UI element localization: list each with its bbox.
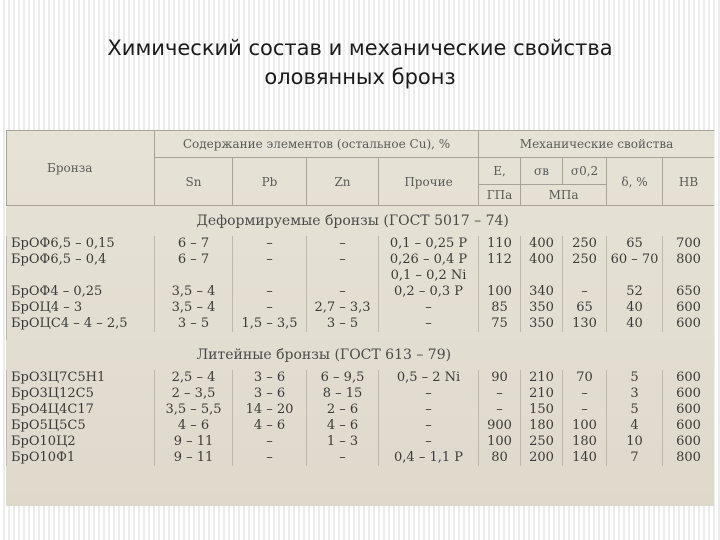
cell-sigma-02: 130 [563, 316, 607, 332]
cell-zn: 4 – 6 [307, 418, 379, 434]
cell-sigma-02: – [563, 402, 607, 418]
cell-pb: 3 – 6 [233, 386, 307, 402]
cell-delta: 5 [607, 402, 663, 418]
cell-sigma-b: 200 [521, 450, 563, 466]
cell-sigma-02: 250 [563, 236, 607, 252]
cell-pb: – [233, 252, 307, 268]
cell-grade: БрОЦС4 – 4 – 2,5 [7, 316, 155, 332]
cell-sn: 9 – 11 [155, 434, 233, 450]
cell-grade: БрОФ4 – 0,25 [7, 284, 155, 300]
cell-pb: 1,5 – 3,5 [233, 316, 307, 332]
bronze-properties-table [6, 130, 714, 466]
cell-sn: 6 – 7 [155, 236, 233, 252]
cell-sigma-02: 65 [563, 300, 607, 316]
cell-delta: 40 [607, 316, 663, 332]
cell-sigma-b: 400 [521, 252, 563, 268]
table-row [7, 252, 715, 268]
cell-delta: 4 [607, 418, 663, 434]
table-row [7, 418, 715, 434]
header-composition: Содержание элементов (остальное Cu), % [155, 131, 479, 158]
cell-sigma-b: 350 [521, 300, 563, 316]
cell-pb: – [233, 236, 307, 252]
cell-sigma-02: – [563, 284, 607, 300]
table-row [7, 284, 715, 300]
table-header [7, 131, 715, 206]
table-row [7, 370, 715, 386]
table-row [7, 236, 715, 252]
cell-hb: 600 [663, 370, 714, 386]
table-row [7, 450, 715, 466]
cell-hb: 600 [663, 418, 714, 434]
header-delta: δ, % [607, 158, 663, 206]
cell-delta: 40 [607, 300, 663, 316]
cell-hb: 600 [663, 300, 714, 316]
cell-e: 85 [479, 300, 521, 316]
cell-sn: 2 – 3,5 [155, 386, 233, 402]
cell-grade: БрОЦ4 – 3 [7, 300, 155, 316]
cell-grade: БрОФ6,5 – 0,15 [7, 236, 155, 252]
cell-sn: 6 – 7 [155, 252, 233, 268]
cell-other: – [379, 300, 479, 316]
cell-other: 0,1 – 0,2 Ni [379, 268, 479, 284]
cell-delta: 10 [607, 434, 663, 450]
page-title [60, 34, 660, 92]
cell-sigma-b [521, 268, 563, 284]
cell-sigma-02: 180 [563, 434, 607, 450]
cell-e: 110 [479, 236, 521, 252]
cell-zn: – [307, 252, 379, 268]
cell-grade [7, 268, 155, 284]
cell-delta: 3 [607, 386, 663, 402]
cell-hb: 700 [663, 236, 714, 252]
cell-e: – [479, 402, 521, 418]
cell-sigma-b: 210 [521, 370, 563, 386]
header-other: Прочие [379, 158, 479, 206]
cell-e: 100 [479, 284, 521, 300]
cell-e: – [479, 386, 521, 402]
table-row [7, 434, 715, 450]
table-row [7, 316, 715, 332]
cell-sn: 3,5 – 4 [155, 300, 233, 316]
cell-other: – [379, 434, 479, 450]
cell-zn: 3 – 5 [307, 316, 379, 332]
cell-pb: 14 – 20 [233, 402, 307, 418]
cell-grade: БрО4Ц4С17 [7, 402, 155, 418]
cell-sigma-02: 100 [563, 418, 607, 434]
cell-other: – [379, 402, 479, 418]
cell-pb: – [233, 284, 307, 300]
title-line-1: Химический состав и механические свойства [107, 36, 613, 60]
cell-delta: 7 [607, 450, 663, 466]
cell-other: 0,26 – 0,4 P [379, 252, 479, 268]
cell-delta: 5 [607, 370, 663, 386]
cell-grade: БрО10Ц2 [7, 434, 155, 450]
header-sigma-02: σ0,2 [563, 158, 607, 185]
cell-sigma-02: – [563, 386, 607, 402]
table-body [7, 206, 715, 467]
cell-sigma-02 [563, 268, 607, 284]
header-mpa: МПа [521, 185, 607, 206]
cell-e: 112 [479, 252, 521, 268]
cell-pb [233, 268, 307, 284]
cell-zn: 6 – 9,5 [307, 370, 379, 386]
table-row [7, 386, 715, 402]
cell-other: 0,4 – 1,1 P [379, 450, 479, 466]
cell-e: 900 [479, 418, 521, 434]
section-gap [7, 332, 715, 340]
cell-hb: 650 [663, 284, 714, 300]
header-sigma-b: σв [521, 158, 563, 185]
cell-hb: 600 [663, 316, 714, 332]
cell-zn: 8 – 15 [307, 386, 379, 402]
cell-other: 0,1 – 0,25 P [379, 236, 479, 252]
section-title-wrought: Деформируемые бронзы (ГОСТ 5017 – 74) [196, 213, 509, 229]
cell-other: 0,2 – 0,3 P [379, 284, 479, 300]
cell-sigma-b: 350 [521, 316, 563, 332]
header-pb: Pb [233, 158, 307, 206]
cell-other: – [379, 386, 479, 402]
cell-sigma-b: 250 [521, 434, 563, 450]
cell-grade: БрО5Ц5С5 [7, 418, 155, 434]
cell-pb: 4 – 6 [233, 418, 307, 434]
table-row [7, 300, 715, 316]
cell-delta: 65 [607, 236, 663, 252]
cell-other: – [379, 316, 479, 332]
table-row [7, 402, 715, 418]
cell-sn: 3 – 5 [155, 316, 233, 332]
header-e: E, [479, 158, 521, 185]
cell-sigma-02: 140 [563, 450, 607, 466]
cell-hb: 600 [663, 434, 714, 450]
cell-e: 75 [479, 316, 521, 332]
cell-e [479, 268, 521, 284]
title-line-2: оловянных бронз [264, 65, 456, 89]
cell-grade: БрО3Ц12С5 [7, 386, 155, 402]
cell-grade: БрО10Ф1 [7, 450, 155, 466]
cell-zn: – [307, 450, 379, 466]
cell-zn: – [307, 284, 379, 300]
cell-sn [155, 268, 233, 284]
section-title-cast: Литейные бронзы (ГОСТ 613 – 79) [196, 347, 452, 363]
cell-pb: – [233, 450, 307, 466]
scanned-table-image [6, 130, 714, 506]
cell-sn: 4 – 6 [155, 418, 233, 434]
cell-hb [663, 268, 714, 284]
cell-e: 80 [479, 450, 521, 466]
cell-sigma-b: 150 [521, 402, 563, 418]
cell-delta: 60 – 70 [607, 252, 663, 268]
cell-zn: – [307, 236, 379, 252]
cell-other: 0,5 – 2 Ni [379, 370, 479, 386]
cell-delta: 52 [607, 284, 663, 300]
cell-sigma-b: 340 [521, 284, 563, 300]
header-sn: Sn [155, 158, 233, 206]
cell-sigma-02: 70 [563, 370, 607, 386]
cell-zn: 2,7 – 3,3 [307, 300, 379, 316]
cell-zn [307, 268, 379, 284]
cell-e: 90 [479, 370, 521, 386]
cell-sn: 9 – 11 [155, 450, 233, 466]
header-bronze: Бронза [7, 131, 155, 206]
cell-sigma-02: 250 [563, 252, 607, 268]
cell-zn: 1 – 3 [307, 434, 379, 450]
cell-sn: 2,5 – 4 [155, 370, 233, 386]
cell-sn: 3,5 – 4 [155, 284, 233, 300]
header-hb: HB [663, 158, 714, 206]
cell-other: – [379, 418, 479, 434]
cell-sigma-b: 210 [521, 386, 563, 402]
header-mechanical: Механические свойства [479, 131, 714, 158]
cell-hb: 800 [663, 450, 714, 466]
cell-sigma-b: 180 [521, 418, 563, 434]
cell-pb: 3 – 6 [233, 370, 307, 386]
cell-delta [607, 268, 663, 284]
cell-hb: 600 [663, 402, 714, 418]
cell-sigma-b: 400 [521, 236, 563, 252]
cell-hb: 600 [663, 386, 714, 402]
cell-grade: БрОФ6,5 – 0,4 [7, 252, 155, 268]
header-gpa: ГПа [479, 185, 521, 206]
cell-grade: БрО3Ц7С5Н1 [7, 370, 155, 386]
cell-pb: – [233, 300, 307, 316]
cell-zn: 2 – 6 [307, 402, 379, 418]
cell-pb: – [233, 434, 307, 450]
cell-e: 100 [479, 434, 521, 450]
cell-hb: 800 [663, 252, 714, 268]
header-zn: Zn [307, 158, 379, 206]
table-row [7, 268, 715, 284]
cell-sn: 3,5 – 5,5 [155, 402, 233, 418]
